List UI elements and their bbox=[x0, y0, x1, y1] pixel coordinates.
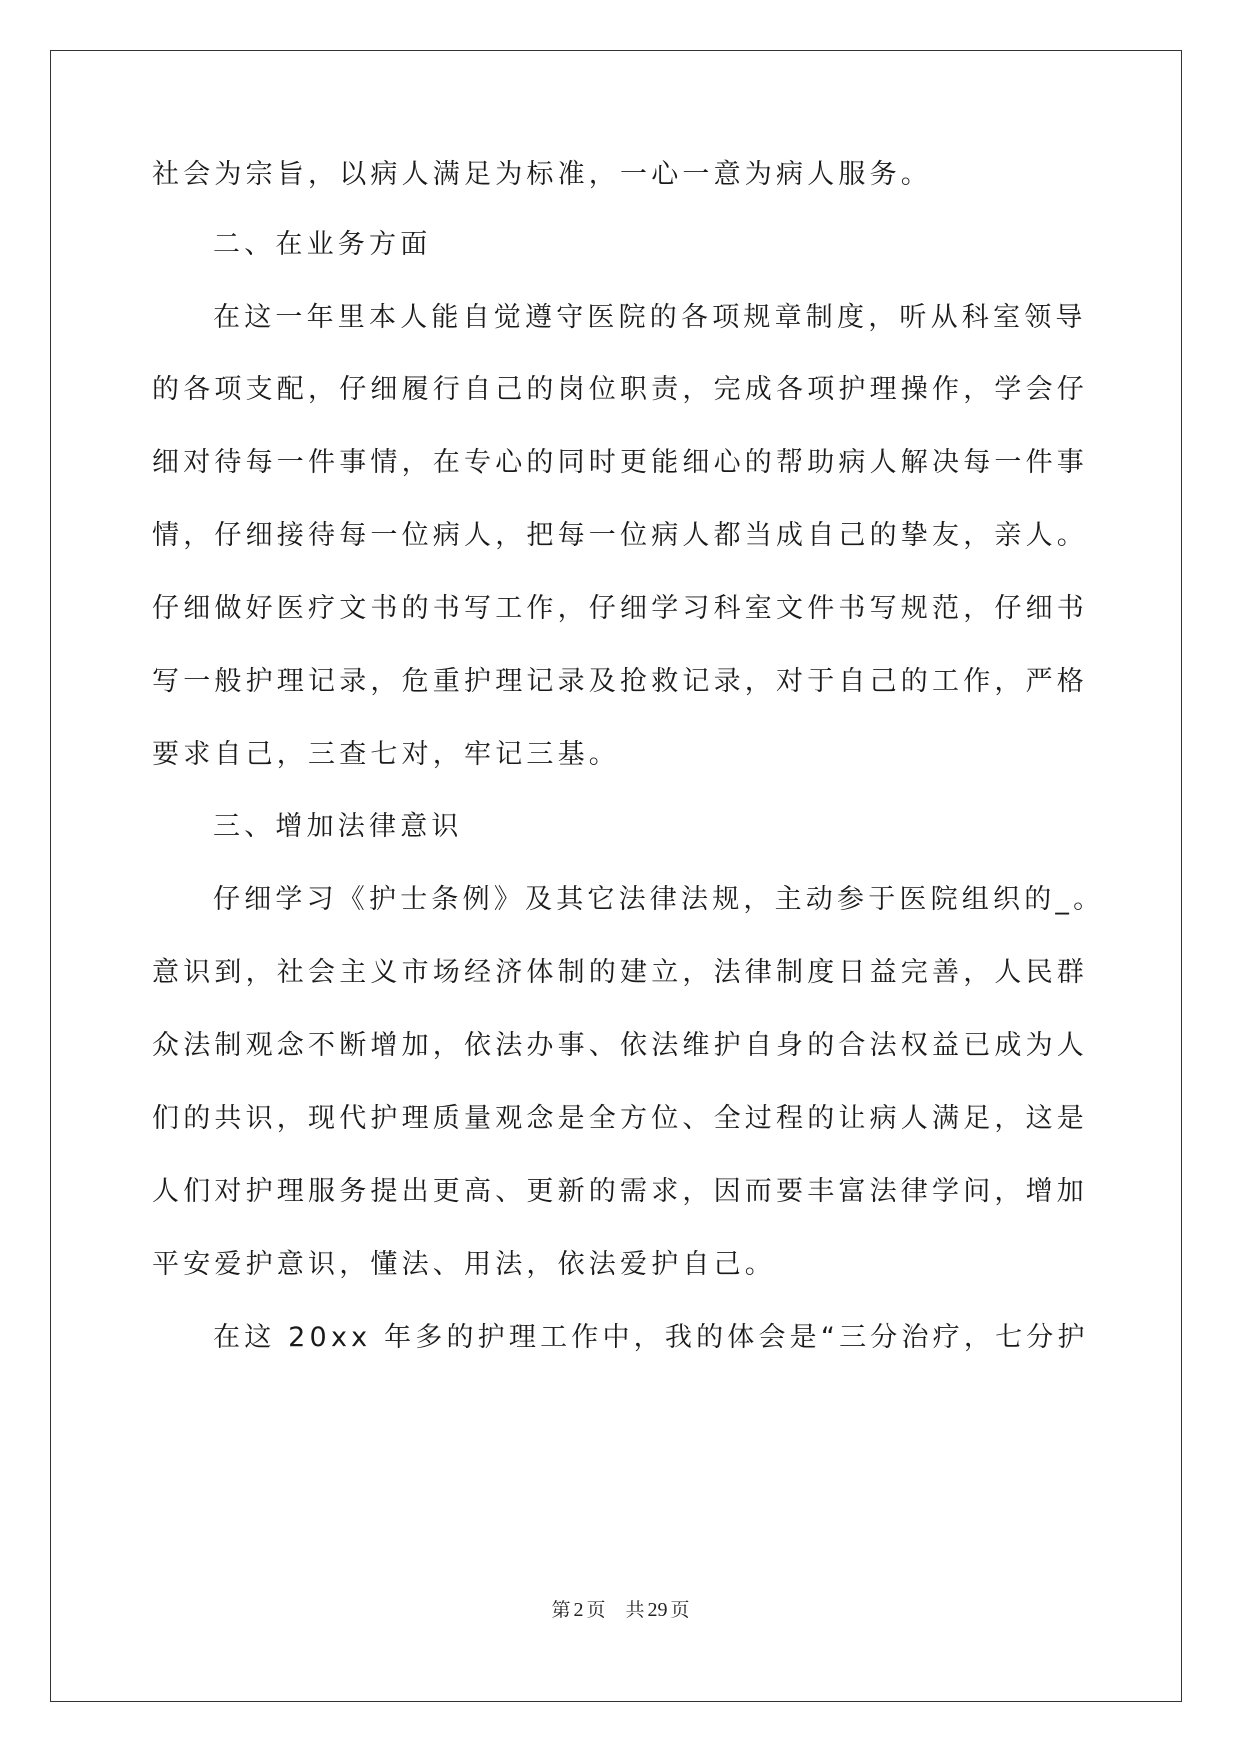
text-line: 们的共识，现代护理质量观念是全方位、全过程的让病人满足，这是 bbox=[152, 1103, 1088, 1134]
total-prefix: 共 bbox=[625, 1600, 645, 1621]
page-number: 2 bbox=[573, 1599, 584, 1621]
page-footer bbox=[0, 1598, 1241, 1623]
text-line: 人们对护理服务提出更高、更新的需求，因而要丰富法律学问，增加 bbox=[152, 1176, 1088, 1207]
text-line: 意识到，社会主义市场经济体制的建立，法律制度日益完善，人民群 bbox=[152, 957, 1088, 988]
text-line: 的各项支配，仔细履行自己的岗位职责，完成各项护理操作，学会仔 bbox=[152, 374, 1088, 405]
text-line: 写一般护理记录，危重护理记录及抢救记录，对于自己的工作，严格 bbox=[152, 666, 1088, 697]
text-line: 在这一年里本人能自觉遵守医院的各项规章制度，听从科室领导 bbox=[213, 302, 1087, 333]
text-line: 在这 20xx 年多的护理工作中，我的体会是“三分治疗，七分护 bbox=[213, 1322, 1089, 1353]
text-line: 仔细学习《护士条例》及其它法律法规，主动参于医院组织的_。 bbox=[213, 884, 1105, 915]
total-pages: 29 bbox=[647, 1599, 668, 1621]
section-heading: 三、增加法律意识 bbox=[213, 811, 463, 842]
text-line: 众法制观念不断增加，依法办事、依法维护自身的合法权益已成为人 bbox=[152, 1030, 1088, 1061]
page-prefix: 第 bbox=[551, 1600, 571, 1621]
page-unit: 页 bbox=[586, 1600, 606, 1621]
text-line: 社会为宗旨，以病人满足为标准，一心一意为病人服务。 bbox=[152, 159, 932, 190]
text-line: 情，仔细接待每一位病人，把每一位病人都当成自己的挚友，亲人。 bbox=[152, 520, 1088, 551]
text-line: 要求自己，三查七对，牢记三基。 bbox=[152, 739, 620, 770]
text-line: 细对待每一件事情，在专心的同时更能细心的帮助病人解决每一件事 bbox=[152, 447, 1088, 478]
text-line: 平安爱护意识，懂法、用法，依法爱护自己。 bbox=[152, 1249, 776, 1280]
section-heading: 二、在业务方面 bbox=[213, 229, 432, 260]
text-line: 仔细做好医疗文书的书写工作，仔细学习科室文件书写规范，仔细书 bbox=[152, 593, 1088, 624]
total-unit: 页 bbox=[670, 1600, 690, 1621]
